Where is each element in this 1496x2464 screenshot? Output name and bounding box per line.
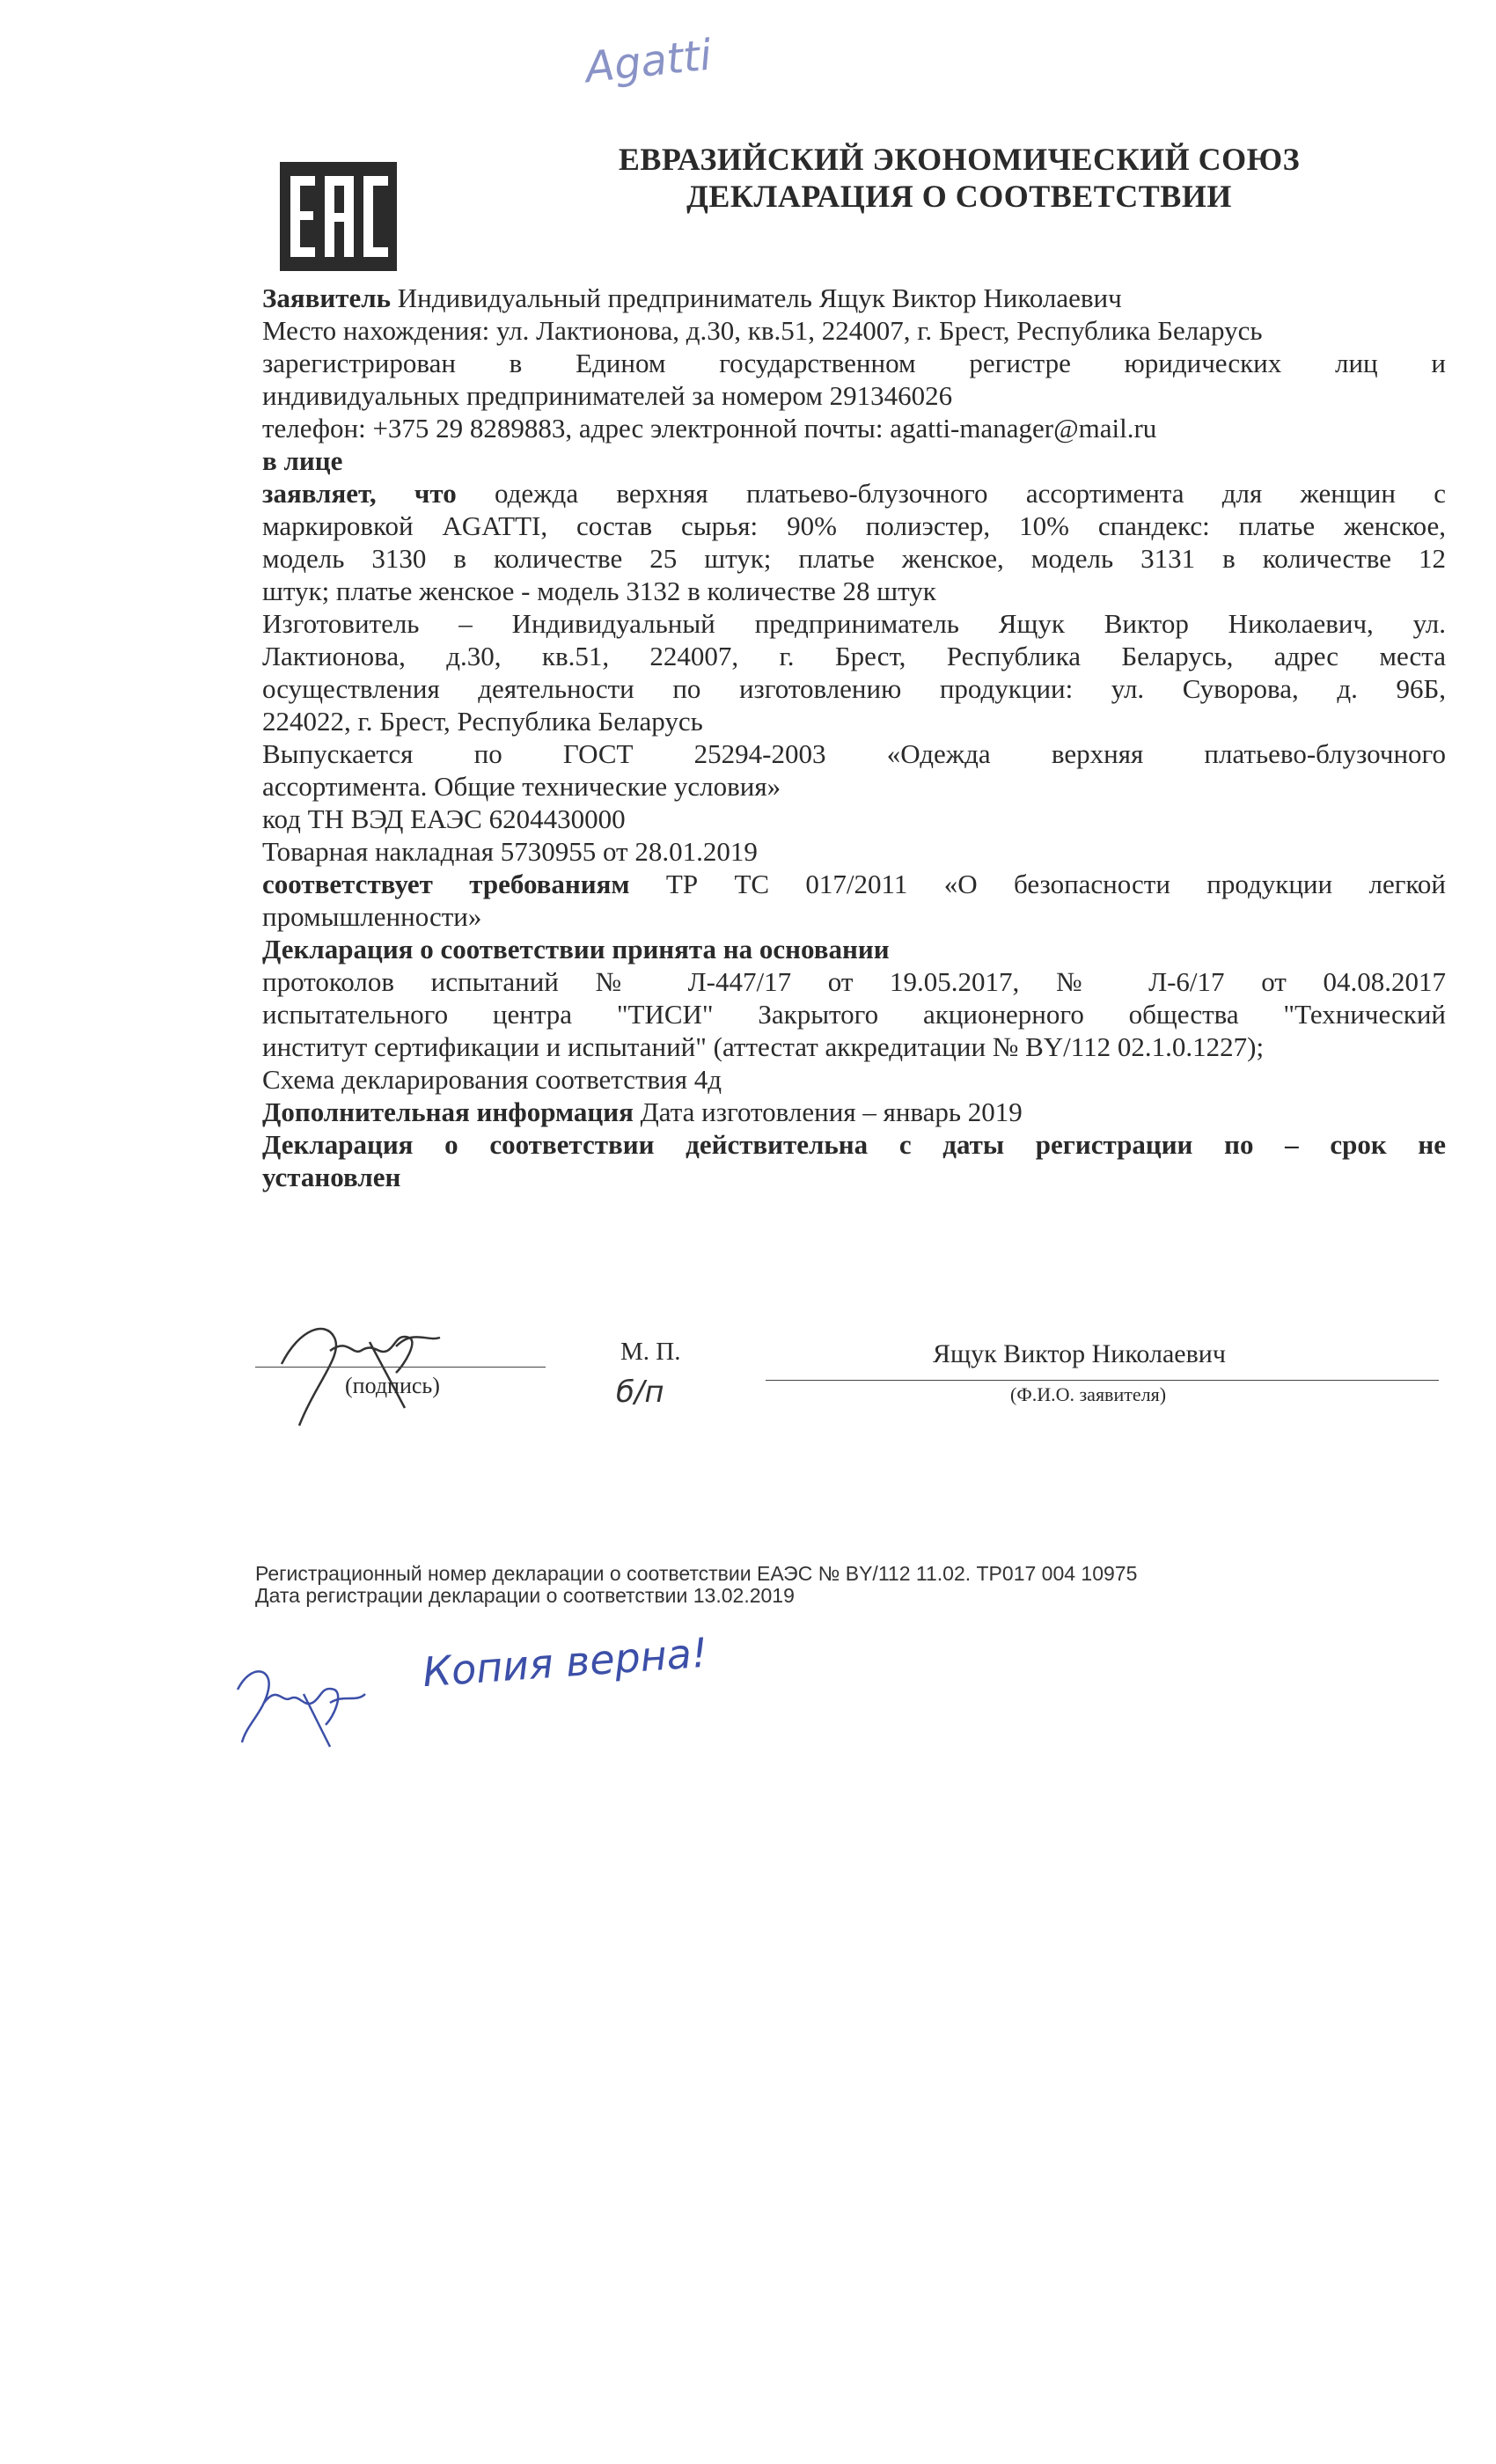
manufacturer-line-4: 224022, г. Брест, Республика Беларусь: [262, 706, 703, 737]
location-line: Место нахождения: ул. Лактионова, д.30, кв.51, 224007, г. Брест, Республика Беларусь: [262, 315, 1263, 346]
registered-line-2: индивидуальных предпринимателей за номером 291346026: [262, 380, 953, 411]
product-line-3: модель 3130 в количестве 25 штук; платье женское, модель 3131 в количестве 12: [262, 543, 1446, 574]
tn-ved-code: код ТН ВЭД ЕАЭС 6204430000: [262, 803, 626, 834]
applicant-name: Индивидуальный предприниматель Ящук Виктор Николаевич: [397, 282, 1122, 313]
basis-line-2: испытательного центра "ТИСИ" Закрытого акционерного общества "Технический: [262, 999, 1446, 1030]
name-caption: (Ф.И.О. заявителя): [1010, 1383, 1167, 1405]
signature-caption: (подпись): [345, 1373, 440, 1398]
basis-line-1: протоколов испытаний № Л-447/17 от 19.05.2017, № Л-6/17 от 04.08.2017: [262, 966, 1446, 997]
registration-number: Регистрационный номер декларации о соответствии ЕАЭС № BY/112 11.02. ТР017 004 10975: [255, 1562, 1138, 1585]
basis-line-3: институт сертификации и испытаний" (аттестат аккредитации № BY/112 02.1.0.1227);: [262, 1031, 1265, 1062]
complies-line-1: соответствует требованиям ТР ТС 017/2011 «О безопасности продукции легкой: [262, 869, 1446, 899]
certifying-signature-icon: [224, 1654, 374, 1751]
manufacturer-line-3: осуществления деятельности по изготовлению продукции: ул. Суворова, д. 96Б,: [262, 673, 1446, 704]
applicant-label: Заявитель: [262, 282, 392, 313]
standard-line-2: ассортимента. Общие технические условия»: [262, 771, 781, 802]
declaration-body: [262, 282, 1446, 1193]
declares-label: заявляет, что: [262, 478, 457, 509]
eac-logo-icon: [280, 162, 397, 271]
stamp-note: б/п: [616, 1375, 664, 1410]
complies-label: соответствует требованиям: [262, 869, 630, 899]
signature-underline: [255, 1367, 546, 1368]
invoice-line: Товарная накладная 5730955 от 28.01.2019: [262, 836, 758, 867]
applicant-full-name: Ящук Виктор Николаевич: [933, 1339, 1226, 1368]
contacts-line: телефон: +375 29 8289883, адрес электронной почты: agatti-manager@mail.ru: [262, 413, 1157, 444]
standard-line-1: Выпускается по ГОСТ 25294-2003 «Одежда верхняя платьево-блузочного: [262, 738, 1446, 769]
validity-line-2: установлен: [262, 1162, 401, 1192]
validity-line-1: Декларация о соответствии действительна с даты регистрации по – срок не: [262, 1129, 1446, 1160]
copy-certified-note: Копия верна!: [421, 1628, 709, 1697]
complies-line-2: промышленности»: [262, 901, 482, 932]
applicant-signature-icon: [264, 1302, 466, 1434]
name-underline: [766, 1380, 1439, 1381]
declaration-title: ДЕКЛАРАЦИЯ О СООТВЕТСТВИИ: [686, 179, 1232, 214]
registration-date: Дата регистрации декларации о соответствии 13.02.2019: [255, 1584, 795, 1607]
product-line-2: маркировкой AGATTI, состав сырья: 90% полиэстер, 10% спандекс: платье женское,: [262, 510, 1446, 541]
handwritten-top-note: Agatti: [583, 30, 715, 93]
in-person-label: в лице: [262, 445, 343, 476]
product-line-4: штук; платье женское - модель 3132 в количестве 28 штук: [262, 576, 936, 606]
stamp-label: М. П.: [620, 1338, 681, 1366]
applicant-line: [262, 282, 1446, 314]
product-line-1: заявляет, что одежда верхняя платьево-блузочного ассортимента для женщин с: [262, 478, 1446, 509]
basis-label: Декларация о соответствии принята на основании: [262, 934, 890, 964]
manufacturer-line-2: Лактионова, д.30, кв.51, 224007, г. Брест, Республика Беларусь, адрес места: [262, 641, 1446, 671]
union-title: ЕВРАЗИЙСКИЙ ЭКОНОМИЧЕСКИЙ СОЮЗ: [618, 142, 1301, 177]
additional-label: Дополнительная информация: [262, 1096, 634, 1127]
manufacturer-line-1: Изготовитель – Индивидуальный предприниматель Ящук Виктор Николаевич, ул.: [262, 608, 1446, 639]
registered-line-1: зарегистрирован в Едином государственном регистре юридических лиц и: [262, 348, 1446, 378]
scheme-line: Схема декларирования соответствия 4д: [262, 1064, 722, 1095]
additional-info-line: Дополнительная информация Дата изготовления – январь 2019: [262, 1096, 1023, 1127]
